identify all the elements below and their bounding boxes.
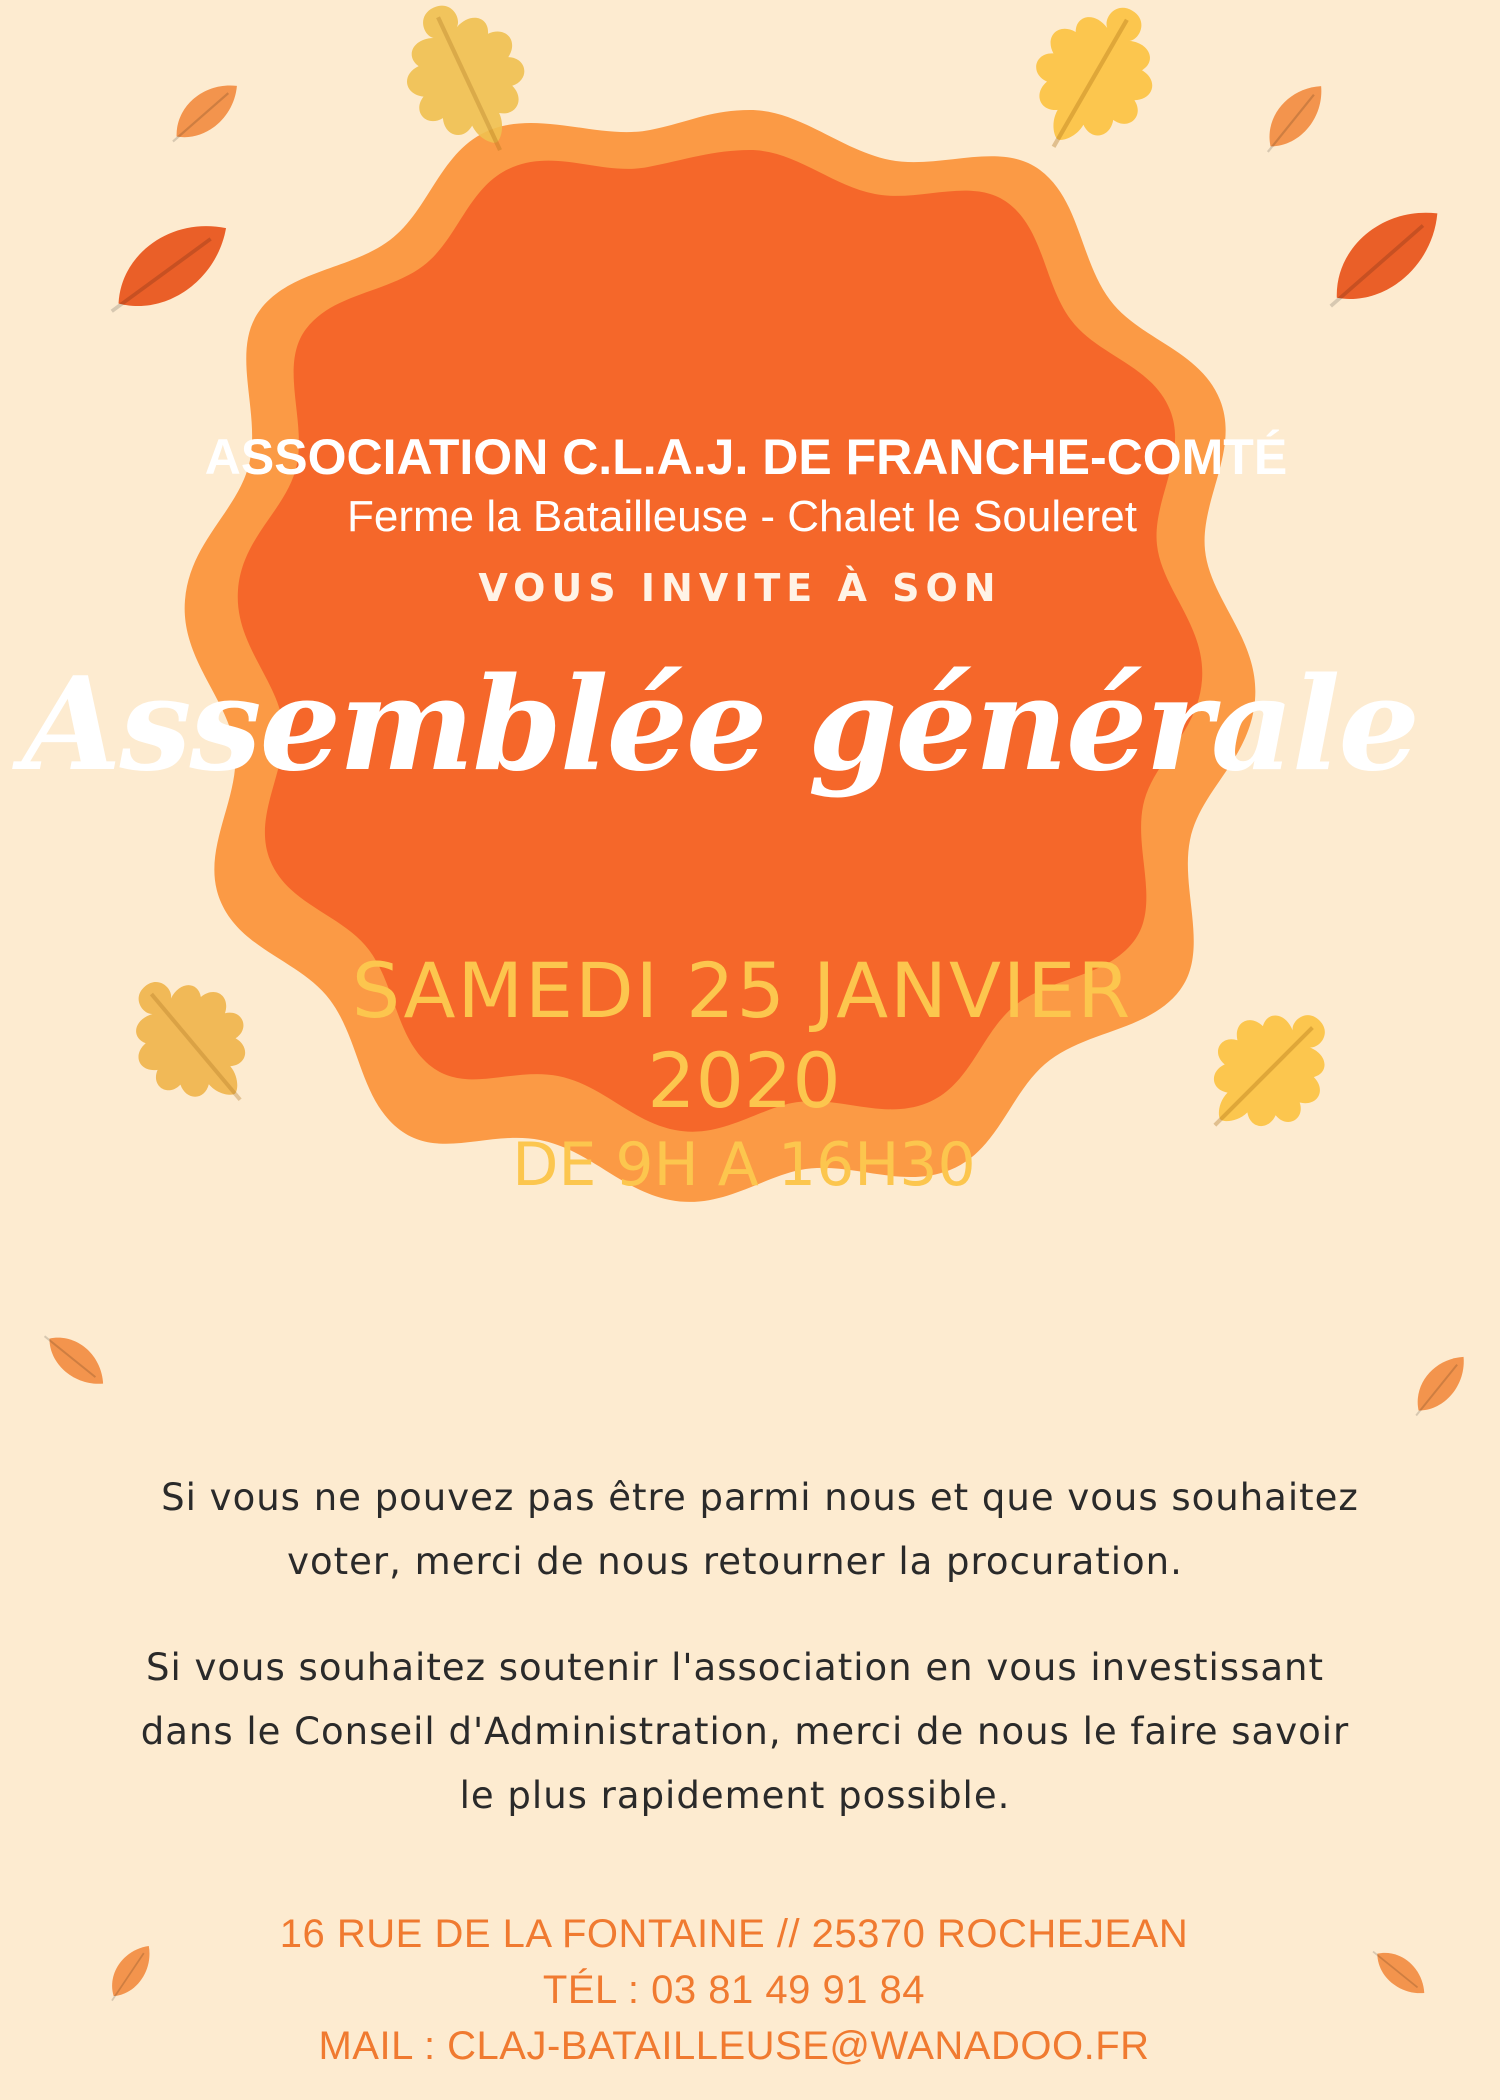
autumn-leaf-icon bbox=[1403, 1347, 1475, 1425]
paragraph-board bbox=[0, 1636, 1500, 1828]
organization-subtitle: Ferme la Batailleuse - Chalet le Souleret bbox=[347, 492, 1137, 541]
paragraph-line: Si vous souhaitez soutenir l'association en vous investissant bbox=[146, 1646, 1324, 1689]
autumn-leaf-icon bbox=[93, 204, 242, 333]
contact-address: 16 RUE DE LA FONTAINE // 25370 ROCHEJEAN bbox=[279, 1912, 1189, 1956]
oak-leaf-icon bbox=[1005, 0, 1182, 175]
autumn-leaf-icon bbox=[1310, 190, 1456, 325]
autumn-leaf-icon bbox=[160, 72, 247, 153]
event-date-line1: SAMEDI 25 JANVIER bbox=[351, 946, 1133, 1035]
paragraph-line: Si vous ne pouvez pas être parmi nous et que vous souhaitez bbox=[161, 1476, 1359, 1519]
paragraph-line: dans le Conseil d'Administration, merci de nous le faire savoir bbox=[140, 1710, 1350, 1753]
autumn-leaf-icon bbox=[36, 1323, 114, 1395]
organization-name: ASSOCIATION C.L.A.J. DE FRANCHE-COMTÉ bbox=[204, 429, 1288, 485]
paragraph-line: voter, merci de nous retourner la procuration. bbox=[287, 1540, 1183, 1583]
event-title: Assemblée générale bbox=[22, 650, 1418, 800]
contact-mail: MAIL : CLAJ-BATAILLEUSE@WANADOO.FR bbox=[318, 2024, 1150, 2068]
invite-line: VOUS INVITE À SON bbox=[478, 566, 1002, 610]
paragraph-line: le plus rapidement possible. bbox=[459, 1774, 1011, 1817]
event-date-line2: 2020 bbox=[647, 1036, 841, 1125]
autumn-leaf-icon bbox=[1253, 75, 1334, 162]
contact-phone: TÉL : 03 81 49 91 84 bbox=[542, 1968, 926, 2012]
event-time: DE 9H A 16H30 bbox=[512, 1130, 976, 1200]
paragraph-proxy bbox=[0, 1466, 1500, 1594]
